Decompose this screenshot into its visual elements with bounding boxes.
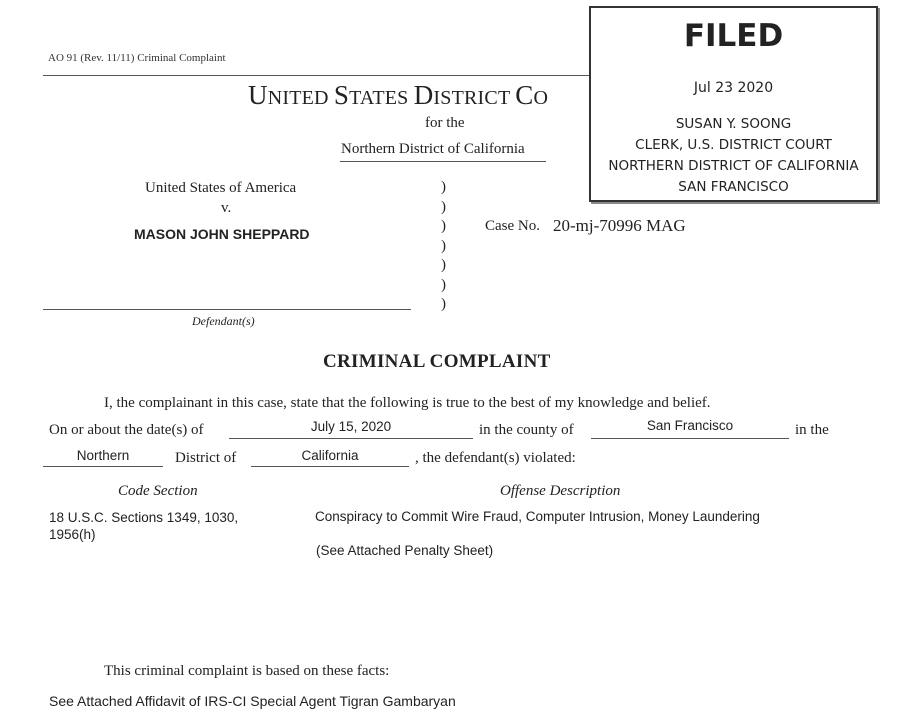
court-title-rest: O: [533, 87, 549, 109]
district-of-label: District of: [175, 450, 237, 466]
for-the-label: for the: [425, 115, 465, 131]
district-name: Northern District of California: [341, 141, 525, 157]
code-section-header: Code Section: [118, 483, 198, 499]
offense-description: Conspiracy to Commit Wire Fraud, Computer Intrusion, Money Laundering: [315, 509, 760, 524]
county-underline: [591, 438, 789, 439]
penalty-note: (See Attached Penalty Sheet): [316, 543, 494, 558]
county-label: in the county of: [479, 422, 574, 438]
violated-label: , the defendant(s) violated:: [415, 450, 576, 466]
caption-paren: ): [441, 276, 446, 293]
state-field: California: [301, 448, 359, 463]
court-title-rest: ISTRICT: [433, 87, 516, 109]
form-identifier: AO 91 (Rev. 11/11) Criminal Complaint: [48, 52, 226, 64]
caption-paren: ): [441, 257, 446, 273]
court-title-rest: NITED: [267, 87, 334, 109]
caption-paren: ): [441, 296, 446, 312]
caption-paren: ): [441, 198, 446, 215]
filed-stamp-clerk-title: CLERK, U.S. DISTRICT COURT: [635, 137, 832, 153]
court-title-initial: S: [333, 80, 350, 110]
versus-label: v.: [221, 200, 232, 216]
court-title-rest: TATES: [349, 87, 414, 109]
county-field: San Francisco: [646, 418, 734, 433]
case-number: 20-mj-70996 MAG: [553, 216, 686, 235]
caption-paren: ): [441, 218, 446, 234]
plaintiff-name: United States of America: [145, 180, 297, 196]
court-title-initial: C: [515, 80, 534, 110]
affidavit-reference: See Attached Affidavit of IRS-CI Special Agent Tigran Gambaryan: [49, 693, 456, 709]
caption-rule: [43, 309, 411, 310]
complaint-intro: I, the complainant in this case, state that the following is true to the best of my knowledge and belief.: [104, 395, 711, 411]
caption-paren: ): [441, 237, 446, 254]
filed-stamp-clerk-name: SUSAN Y. SOONG: [675, 116, 792, 132]
caption-paren: ): [441, 179, 446, 195]
filed-stamp-city: SAN FRANCISCO: [678, 179, 789, 195]
document-title: CRIMINAL COMPLAINT: [323, 351, 551, 372]
filed-stamp: [589, 6, 878, 202]
court-title-initial: U: [248, 80, 268, 110]
district-underline: [340, 161, 546, 162]
in-the-label: in the: [795, 422, 829, 438]
header-rule: [43, 75, 591, 76]
district-field: Northern: [76, 448, 130, 463]
district-field-underline: [43, 466, 163, 467]
offense-description-header: Offense Description: [500, 483, 621, 499]
defendant-name: MASON JOHN SHEPPARD: [134, 226, 310, 242]
code-section: 18 U.S.C. Sections 1349, 1030, 1956(h): [49, 510, 239, 542]
court-title-initial: D: [413, 80, 434, 110]
filed-stamp-title: FILED: [683, 18, 784, 54]
case-number-label: Case No.: [485, 218, 540, 234]
court-title: [248, 80, 548, 111]
offense-date-underline: [229, 438, 473, 439]
defendant-caption: Defendant(s): [192, 314, 255, 328]
filed-stamp-date: Jul 23 2020: [693, 80, 774, 96]
state-field-underline: [251, 466, 409, 467]
facts-intro: This criminal complaint is based on these facts:: [104, 663, 390, 679]
filed-stamp-district: NORTHERN DISTRICT OF CALIFORNIA: [608, 158, 859, 174]
offense-date-field: July 15, 2020: [310, 419, 392, 434]
date-prefix-label: On or about the date(s) of: [49, 422, 204, 438]
